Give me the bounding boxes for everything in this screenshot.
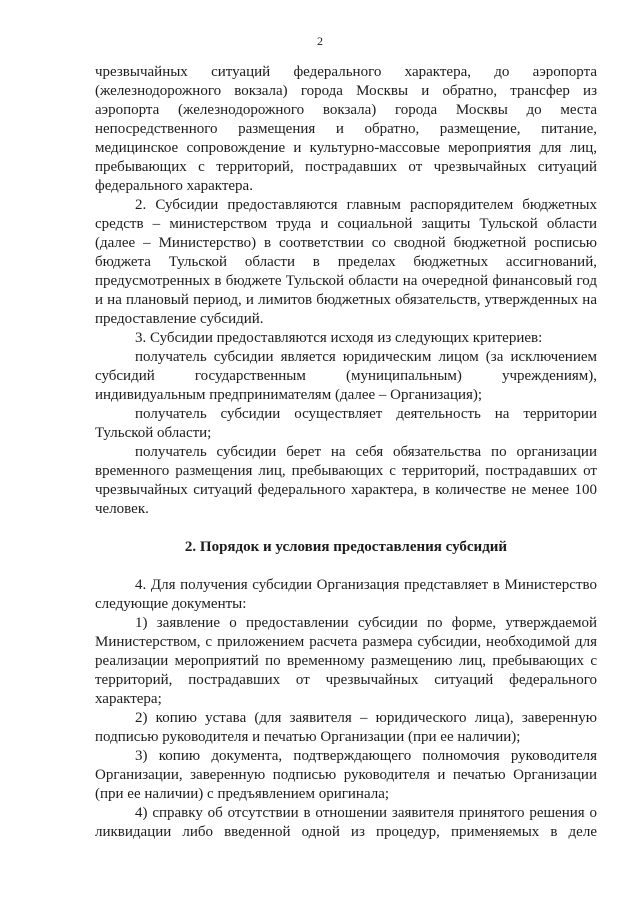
paragraph-continuation: чрезвычайных ситуаций федерального характера, до аэропорта (железнодорожного вокзала) города Москвы и обратно, трансфер из аэропорта (железнодорожного вокзала) города Москвы до места непосредственного размещения и обратно, размещение, питание, медицинское сопровождение и культурно-массовые мероприятия для лиц, пребывающих с территорий, пострадавших от чрезвычайных ситуаций федерального характера. xyxy=(95,64,597,194)
document-item-4: 4) справку об отсутствии в отношении заявителя принятого решения о ликвидации либо введенной одной из процедур, применяемых в деле xyxy=(95,805,597,840)
document-item-1: 1) заявление о предоставлении субсидии по форме, утверждаемой Министерством, с приложением расчета размера субсидии, необходимой для реализации мероприятий по временному размещению лиц, пребывающих с территорий, пострадавших от чрезвычайных ситуаций федерального характера; xyxy=(95,615,597,707)
section-heading: 2. Порядок и условия предоставления субсидий xyxy=(184,539,508,555)
document-item-2: 2) копию устава (для заявителя – юридического лица), заверенную подписью руководителя и печатью Организации (при ее наличии); xyxy=(95,710,597,745)
document-item-3: 3) копию документа, подтверждающего полномочия руководителя Организации, заверенную подписью руководителя и печатью Организации (при ее наличии) с предъявлением оригинала; xyxy=(95,748,597,802)
paragraph-item-3: 3. Субсидии предоставляются исходя из следующих критериев: xyxy=(135,330,543,346)
criterion-legal-entity: получатель субсидии является юридическим лицом (за исключением субсидий государственным (муниципальным) учреждениям), индивидуальным предпринимателям (далее – Организация); xyxy=(95,349,597,403)
criterion-territory: получатель субсидии осуществляет деятельность на территории Тульской области; xyxy=(95,406,597,441)
document-body xyxy=(95,63,597,842)
page-number: 2 xyxy=(317,34,323,48)
paragraph-item-4: 4. Для получения субсидии Организация представляет в Министерство следующие документы: xyxy=(95,577,597,612)
criterion-obligations: получатель субсидии берет на себя обязательства по организации временного размещения лиц, пребывающих с территорий, пострадавших от чрезвычайных ситуаций федерального характера, в количестве не менее 100 человек. xyxy=(95,444,597,517)
paragraph-item-2: 2. Субсидии предоставляются главным распорядителем бюджетных средств – министерством труда и социальной защиты Тульской области (далее – Министерство) в соответствии со сводной бюджетной росписью бюджета Тульской области в пределах бюджетных ассигнований, предусмотренных в бюджете Тульской области на очередной финансовый год и на плановый период, и лимитов бюджетных обязательств, утвержденных на предоставление субсидий. xyxy=(95,197,597,327)
